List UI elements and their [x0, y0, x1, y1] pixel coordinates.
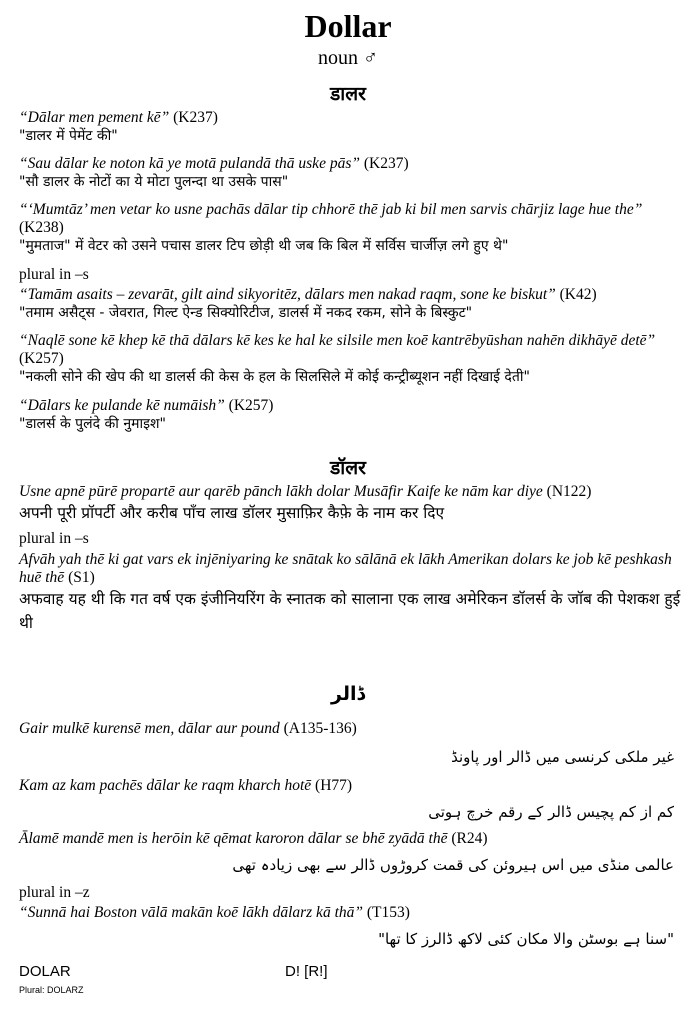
example-ref: (N122) — [546, 483, 592, 500]
example-translit: “Tamām asaits – zevarāt, gilt aind sikyoritēz, dālars men nakad raqm, sone ke biskut” — [19, 286, 556, 303]
example-ref: (A135-136) — [283, 720, 357, 737]
example-translation: अफवाह यह थी कि गत वर्ष एक इंजीनियरिंग के स्नातक को सालाना एक लाख अमेरिकन डॉलर्स के जॉब की पेशकश हुई थी — [19, 590, 681, 632]
section-heading-3: ڈالر — [331, 683, 365, 705]
example-translation: "मुमताज" में वेटर को उसने पचास डालर टिप छोड़ी थी जब कि बिल में सर्विस चार्जीज़ लगे हुए थे" — [19, 238, 509, 254]
section-heading-2: डॉलर — [330, 457, 366, 479]
headword: Dollar — [304, 8, 392, 44]
example-translit: “Naqlē sone kē khep kē thā dālars kē kes ke hal ke silsile men koē kantrēbyūshan nahēn dikhāyē detē” — [19, 332, 656, 349]
example-translit: “Sau dālar ke noton kā ye motā pulandā thā uske pās” — [19, 155, 360, 172]
example-translation: "तमाम असैट्स - जेवरात, गिल्ट ऐन्ड सिक्योरिटीज, डालर्स में नकद रकम, सोने के बिस्कुट" — [19, 305, 473, 321]
plural-note-2: plural in –s — [19, 530, 89, 547]
example-ref: (H77) — [315, 777, 353, 794]
section-heading-1: डालर — [330, 83, 366, 105]
example-2-2 — [19, 551, 683, 635]
example-3-4-translit — [19, 904, 683, 922]
example-3-3-urdu: عالمی منڈی میں اس ہیروئن کی قمت کروڑوں ڈالر سے بھی زیادہ تھی — [232, 856, 674, 874]
example-2-1 — [19, 483, 683, 525]
example-ref: (K42) — [559, 286, 597, 303]
example-1-6 — [19, 397, 683, 434]
part-of-speech: noun ♂ — [318, 47, 378, 69]
plural-note-1: plural in –s — [19, 266, 89, 283]
example-translation: अपनी पूरी प्रॉपर्टी और करीब पाँच लाख डॉलर मुसाफ़िर कैफ़े के नाम कर दिए — [19, 504, 445, 522]
example-3-1-translit — [19, 720, 683, 738]
example-translation: "डालर में पेमेंट की" — [19, 128, 118, 144]
plural-note-3: plural in –z — [19, 884, 90, 901]
example-translation: "डालर्स के पुलंदे की नुमाइश" — [19, 416, 166, 432]
example-ref: (R24) — [451, 830, 488, 847]
footer-code: DOLAR — [19, 963, 71, 980]
example-translit: Ālamē mandē men is herōin kē qēmat karoron dālar se bhē zyādā thē — [19, 830, 448, 847]
example-translit: Kam az kam pachēs dālar ke raqm kharch hotē — [19, 777, 312, 794]
example-ref: (T153) — [366, 904, 410, 921]
example-3-2-urdu: کم از کم پچیس ڈالر کے رقم خرچ ہوتی — [428, 803, 674, 821]
example-1-5 — [19, 332, 683, 387]
footer-plural: Plural: DOLARZ — [19, 985, 84, 995]
example-ref: (K257) — [228, 397, 274, 414]
example-3-2-translit — [19, 777, 683, 795]
example-translit: Afvāh yah thē ki gat vars ek injēniyaring ke snātak ko sālānā ek lākh Amerikan dolars ke job kē peshkash huē thē — [19, 551, 672, 586]
example-translit: “Sunnā hai Boston vālā makān koē lākh dālarz kā thā” — [19, 904, 363, 921]
example-1-4 — [19, 286, 683, 323]
example-translation: "सौ डालर के नोटों का ये मोटा पुलन्दा था उसके पास" — [19, 174, 289, 190]
example-3-4-urdu: "سنا ہے بوسٹن والا مکان کئی لاکھ ڈالرز کا تھا" — [378, 930, 674, 948]
example-ref: (S1) — [68, 569, 95, 586]
example-ref: (K237) — [363, 155, 409, 172]
example-translit: Gair mulkē kurensē men, dālar aur pound — [19, 720, 280, 737]
example-ref: (K238) — [19, 219, 64, 236]
example-3-1-urdu: غیر ملکی کرنسی میں ڈالر اور پاونڈ — [451, 748, 674, 766]
example-1-3 — [19, 201, 683, 256]
example-translit: “Dālar men pement kē” — [19, 109, 170, 126]
example-translation: "नकली सोने की खेप की था डालर्स की केस के हल के सिलसिले में कोई कन्ट्रीब्यूशन नहीं दिखाई देती" — [19, 369, 530, 385]
example-translit: Usne apnē pūrē propartē aur qarēb pānch lākh dolar Musāfir Kaife ke nām kar diye — [19, 483, 543, 500]
example-1-2 — [19, 155, 683, 192]
example-3-3-translit — [19, 830, 683, 848]
example-1-1 — [19, 109, 683, 146]
example-ref: (K257) — [19, 350, 64, 367]
example-ref: (K237) — [173, 109, 218, 126]
example-translit: “‘Mumtāz’ men vetar ko usne pachās dālar tip chhorē thē jab ki bil men sarvis chārjiz lage hue the” — [19, 201, 643, 218]
example-translit: “Dālars ke pulande kē numāish” — [19, 397, 225, 414]
footer-mark: D! [R!] — [285, 963, 328, 980]
